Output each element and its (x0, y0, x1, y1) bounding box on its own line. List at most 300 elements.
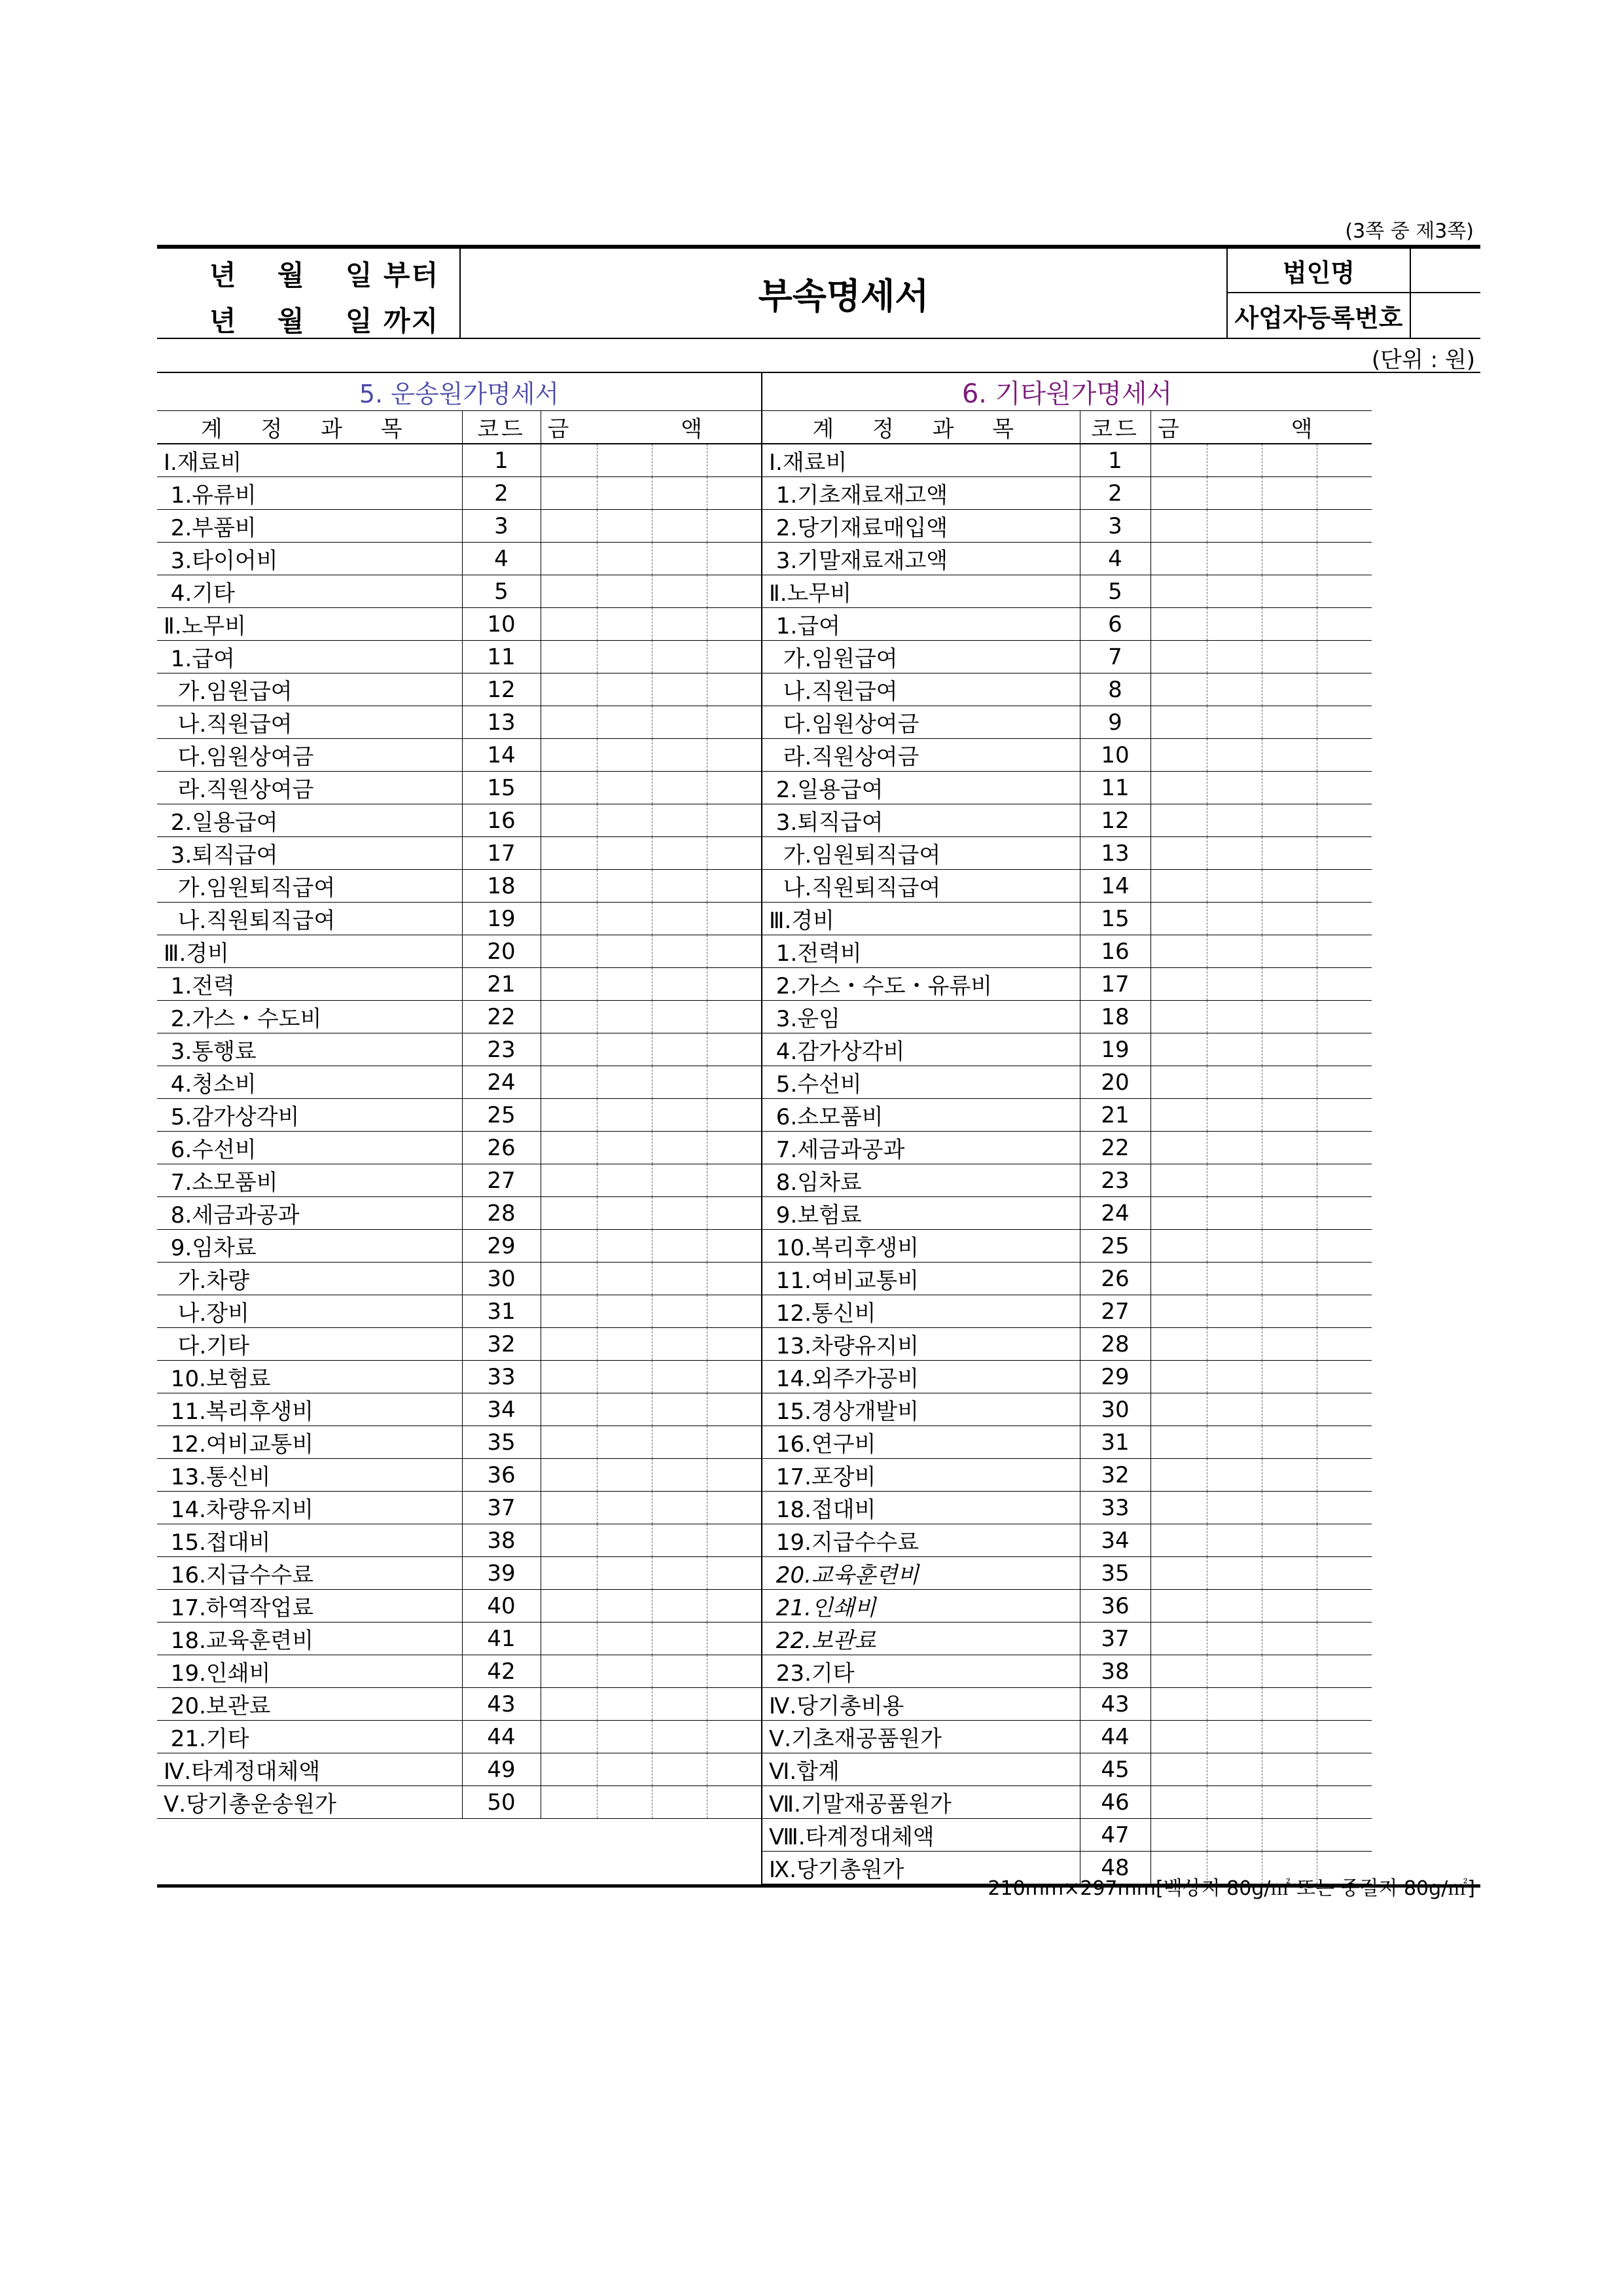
right-amount-cell[interactable] (1207, 543, 1262, 575)
right-amount-cell[interactable] (1207, 1197, 1262, 1230)
left-amount-cell[interactable] (597, 1361, 652, 1393)
right-amount-cell[interactable] (1207, 1164, 1262, 1197)
left-amount-cell[interactable] (541, 1099, 597, 1132)
left-amount-cell[interactable] (707, 1590, 762, 1623)
right-amount-cell[interactable] (1317, 1164, 1372, 1197)
right-amount-cell[interactable] (1317, 1721, 1372, 1753)
left-amount-cell[interactable] (652, 641, 707, 673)
left-amount-cell[interactable] (707, 575, 762, 608)
right-amount-cell[interactable] (1262, 968, 1317, 1001)
right-amount-cell[interactable] (1207, 903, 1262, 935)
left-amount-cell[interactable] (652, 1590, 707, 1623)
left-amount-cell[interactable] (597, 1459, 652, 1492)
left-amount-cell[interactable] (652, 1459, 707, 1492)
left-amount-cell[interactable] (707, 1197, 762, 1230)
left-amount-cell[interactable] (597, 1492, 652, 1524)
left-amount-cell[interactable] (652, 1164, 707, 1197)
left-amount-cell[interactable] (707, 903, 762, 935)
left-amount-cell[interactable] (707, 1132, 762, 1164)
left-amount-cell[interactable] (707, 641, 762, 673)
left-amount-cell[interactable] (652, 739, 707, 772)
right-amount-cell[interactable] (1150, 1786, 1207, 1819)
right-amount-cell[interactable] (1262, 804, 1317, 837)
right-amount-cell[interactable] (1317, 1001, 1372, 1033)
right-amount-cell[interactable] (1150, 706, 1207, 739)
right-amount-cell[interactable] (1317, 477, 1372, 510)
right-amount-cell[interactable] (1317, 575, 1372, 608)
right-amount-cell[interactable] (1150, 1753, 1207, 1786)
right-amount-cell[interactable] (1317, 1197, 1372, 1230)
left-amount-cell[interactable] (597, 870, 652, 903)
right-amount-cell[interactable] (1317, 1426, 1372, 1459)
left-amount-cell[interactable] (541, 1328, 597, 1361)
right-amount-cell[interactable] (1207, 1786, 1262, 1819)
right-amount-cell[interactable] (1317, 608, 1372, 641)
right-amount-cell[interactable] (1317, 673, 1372, 706)
right-amount-cell[interactable] (1207, 575, 1262, 608)
right-amount-cell[interactable] (1317, 772, 1372, 804)
left-amount-cell[interactable] (541, 1557, 597, 1590)
left-amount-cell[interactable] (652, 870, 707, 903)
right-amount-cell[interactable] (1150, 804, 1207, 837)
right-amount-cell[interactable] (1150, 1721, 1207, 1753)
left-amount-cell[interactable] (652, 1524, 707, 1557)
right-amount-cell[interactable] (1207, 870, 1262, 903)
left-amount-cell[interactable] (652, 1393, 707, 1426)
left-amount-cell[interactable] (541, 1132, 597, 1164)
right-amount-cell[interactable] (1207, 1066, 1262, 1099)
right-amount-cell[interactable] (1262, 1688, 1317, 1721)
left-amount-cell[interactable] (541, 903, 597, 935)
left-amount-cell[interactable] (541, 1590, 597, 1623)
right-amount-cell[interactable] (1262, 1164, 1317, 1197)
right-amount-cell[interactable] (1317, 804, 1372, 837)
left-amount-cell[interactable] (707, 804, 762, 837)
right-amount-cell[interactable] (1207, 1459, 1262, 1492)
left-amount-cell[interactable] (541, 673, 597, 706)
right-amount-cell[interactable] (1317, 903, 1372, 935)
left-amount-cell[interactable] (541, 1361, 597, 1393)
left-amount-cell[interactable] (597, 804, 652, 837)
left-amount-cell[interactable] (597, 1623, 652, 1655)
right-amount-cell[interactable] (1207, 1263, 1262, 1295)
right-amount-cell[interactable] (1262, 1753, 1317, 1786)
left-amount-cell[interactable] (707, 1688, 762, 1721)
left-amount-cell[interactable] (652, 1426, 707, 1459)
left-amount-cell[interactable] (707, 706, 762, 739)
left-amount-cell[interactable] (652, 510, 707, 543)
right-amount-cell[interactable] (1317, 837, 1372, 870)
right-amount-cell[interactable] (1317, 543, 1372, 575)
right-amount-cell[interactable] (1317, 1557, 1372, 1590)
left-amount-cell[interactable] (541, 543, 597, 575)
left-amount-cell[interactable] (541, 1066, 597, 1099)
right-amount-cell[interactable] (1207, 1132, 1262, 1164)
left-amount-cell[interactable] (597, 641, 652, 673)
right-amount-cell[interactable] (1150, 1623, 1207, 1655)
left-amount-cell[interactable] (597, 1033, 652, 1066)
right-amount-cell[interactable] (1262, 837, 1317, 870)
right-amount-cell[interactable] (1317, 1590, 1372, 1623)
right-amount-cell[interactable] (1317, 641, 1372, 673)
right-amount-cell[interactable] (1262, 1426, 1317, 1459)
left-amount-cell[interactable] (652, 1295, 707, 1328)
left-amount-cell[interactable] (652, 543, 707, 575)
right-amount-cell[interactable] (1317, 706, 1372, 739)
right-amount-cell[interactable] (1207, 739, 1262, 772)
left-amount-cell[interactable] (597, 608, 652, 641)
left-amount-cell[interactable] (652, 1099, 707, 1132)
right-amount-cell[interactable] (1207, 968, 1262, 1001)
right-amount-cell[interactable] (1262, 444, 1317, 477)
right-amount-cell[interactable] (1317, 1524, 1372, 1557)
left-amount-cell[interactable] (707, 1786, 762, 1819)
left-amount-cell[interactable] (541, 739, 597, 772)
left-amount-cell[interactable] (597, 1164, 652, 1197)
left-amount-cell[interactable] (652, 1655, 707, 1688)
right-amount-cell[interactable] (1207, 1230, 1262, 1263)
left-amount-cell[interactable] (597, 575, 652, 608)
left-amount-cell[interactable] (707, 608, 762, 641)
right-amount-cell[interactable] (1207, 1393, 1262, 1426)
right-amount-cell[interactable] (1207, 1001, 1262, 1033)
left-amount-cell[interactable] (707, 837, 762, 870)
left-amount-cell[interactable] (652, 1492, 707, 1524)
right-amount-cell[interactable] (1262, 510, 1317, 543)
biz-no-field[interactable] (1411, 293, 1480, 338)
left-amount-cell[interactable] (652, 477, 707, 510)
left-amount-cell[interactable] (597, 1263, 652, 1295)
right-amount-cell[interactable] (1150, 1033, 1207, 1066)
right-amount-cell[interactable] (1150, 1492, 1207, 1524)
left-amount-cell[interactable] (652, 1033, 707, 1066)
right-amount-cell[interactable] (1262, 903, 1317, 935)
left-amount-cell[interactable] (541, 1753, 597, 1786)
right-amount-cell[interactable] (1150, 641, 1207, 673)
right-amount-cell[interactable] (1317, 1132, 1372, 1164)
left-amount-cell[interactable] (597, 903, 652, 935)
left-amount-cell[interactable] (652, 608, 707, 641)
right-amount-cell[interactable] (1150, 1197, 1207, 1230)
left-amount-cell[interactable] (652, 1197, 707, 1230)
left-amount-cell[interactable] (707, 1426, 762, 1459)
left-amount-cell[interactable] (597, 1721, 652, 1753)
left-amount-cell[interactable] (707, 1393, 762, 1426)
right-amount-cell[interactable] (1262, 739, 1317, 772)
left-amount-cell[interactable] (541, 968, 597, 1001)
left-amount-cell[interactable] (597, 1524, 652, 1557)
left-amount-cell[interactable] (652, 772, 707, 804)
right-amount-cell[interactable] (1207, 1328, 1262, 1361)
right-amount-cell[interactable] (1207, 1361, 1262, 1393)
left-amount-cell[interactable] (597, 739, 652, 772)
left-amount-cell[interactable] (541, 1524, 597, 1557)
left-amount-cell[interactable] (707, 1721, 762, 1753)
left-amount-cell[interactable] (597, 1426, 652, 1459)
right-amount-cell[interactable] (1150, 739, 1207, 772)
left-amount-cell[interactable] (707, 1623, 762, 1655)
left-amount-cell[interactable] (652, 1066, 707, 1099)
left-amount-cell[interactable] (541, 1263, 597, 1295)
left-amount-cell[interactable] (707, 1230, 762, 1263)
right-amount-cell[interactable] (1317, 739, 1372, 772)
left-amount-cell[interactable] (541, 1655, 597, 1688)
left-amount-cell[interactable] (652, 903, 707, 935)
right-amount-cell[interactable] (1207, 1819, 1262, 1852)
right-amount-cell[interactable] (1262, 1033, 1317, 1066)
left-amount-cell[interactable] (707, 543, 762, 575)
right-amount-cell[interactable] (1150, 1655, 1207, 1688)
right-amount-cell[interactable] (1317, 935, 1372, 968)
left-amount-cell[interactable] (707, 1263, 762, 1295)
right-amount-cell[interactable] (1207, 1426, 1262, 1459)
right-amount-cell[interactable] (1262, 1295, 1317, 1328)
right-amount-cell[interactable] (1207, 1524, 1262, 1557)
right-amount-cell[interactable] (1150, 1132, 1207, 1164)
left-amount-cell[interactable] (597, 1590, 652, 1623)
left-amount-cell[interactable] (541, 575, 597, 608)
right-amount-cell[interactable] (1262, 575, 1317, 608)
left-amount-cell[interactable] (652, 1132, 707, 1164)
right-amount-cell[interactable] (1150, 935, 1207, 968)
right-amount-cell[interactable] (1317, 1753, 1372, 1786)
left-amount-cell[interactable] (541, 837, 597, 870)
right-amount-cell[interactable] (1262, 1197, 1317, 1230)
left-amount-cell[interactable] (597, 673, 652, 706)
left-amount-cell[interactable] (707, 1753, 762, 1786)
left-amount-cell[interactable] (707, 444, 762, 477)
left-amount-cell[interactable] (707, 870, 762, 903)
right-amount-cell[interactable] (1150, 543, 1207, 575)
right-amount-cell[interactable] (1317, 1655, 1372, 1688)
right-amount-cell[interactable] (1262, 1590, 1317, 1623)
right-amount-cell[interactable] (1317, 444, 1372, 477)
left-amount-cell[interactable] (541, 1164, 597, 1197)
left-amount-cell[interactable] (707, 1459, 762, 1492)
left-amount-cell[interactable] (652, 1328, 707, 1361)
right-amount-cell[interactable] (1262, 870, 1317, 903)
right-amount-cell[interactable] (1207, 1688, 1262, 1721)
left-amount-cell[interactable] (652, 1753, 707, 1786)
left-amount-cell[interactable] (707, 968, 762, 1001)
right-amount-cell[interactable] (1150, 1557, 1207, 1590)
right-amount-cell[interactable] (1262, 477, 1317, 510)
right-amount-cell[interactable] (1262, 641, 1317, 673)
left-amount-cell[interactable] (597, 935, 652, 968)
left-amount-cell[interactable] (707, 1492, 762, 1524)
left-amount-cell[interactable] (541, 1459, 597, 1492)
left-amount-cell[interactable] (541, 1393, 597, 1426)
left-amount-cell[interactable] (541, 870, 597, 903)
right-amount-cell[interactable] (1262, 1066, 1317, 1099)
left-amount-cell[interactable] (652, 1786, 707, 1819)
right-amount-cell[interactable] (1150, 837, 1207, 870)
left-amount-cell[interactable] (597, 1099, 652, 1132)
left-amount-cell[interactable] (707, 1557, 762, 1590)
right-amount-cell[interactable] (1207, 1099, 1262, 1132)
left-amount-cell[interactable] (597, 1132, 652, 1164)
right-amount-cell[interactable] (1150, 1459, 1207, 1492)
left-amount-cell[interactable] (652, 935, 707, 968)
right-amount-cell[interactable] (1150, 1066, 1207, 1099)
left-amount-cell[interactable] (652, 1623, 707, 1655)
right-amount-cell[interactable] (1317, 1361, 1372, 1393)
left-amount-cell[interactable] (597, 543, 652, 575)
right-amount-cell[interactable] (1207, 477, 1262, 510)
left-amount-cell[interactable] (597, 1197, 652, 1230)
left-amount-cell[interactable] (707, 935, 762, 968)
left-amount-cell[interactable] (707, 1066, 762, 1099)
right-amount-cell[interactable] (1262, 1623, 1317, 1655)
left-amount-cell[interactable] (707, 1164, 762, 1197)
right-amount-cell[interactable] (1150, 1688, 1207, 1721)
right-amount-cell[interactable] (1207, 641, 1262, 673)
right-amount-cell[interactable] (1207, 1295, 1262, 1328)
left-amount-cell[interactable] (597, 1393, 652, 1426)
right-amount-cell[interactable] (1150, 1295, 1207, 1328)
right-amount-cell[interactable] (1317, 1066, 1372, 1099)
right-amount-cell[interactable] (1150, 870, 1207, 903)
right-amount-cell[interactable] (1317, 870, 1372, 903)
right-amount-cell[interactable] (1207, 1721, 1262, 1753)
left-amount-cell[interactable] (707, 1524, 762, 1557)
right-amount-cell[interactable] (1262, 1001, 1317, 1033)
left-amount-cell[interactable] (652, 1230, 707, 1263)
right-amount-cell[interactable] (1207, 706, 1262, 739)
right-amount-cell[interactable] (1317, 1786, 1372, 1819)
right-amount-cell[interactable] (1262, 1524, 1317, 1557)
left-amount-cell[interactable] (541, 1426, 597, 1459)
right-amount-cell[interactable] (1207, 510, 1262, 543)
left-amount-cell[interactable] (652, 673, 707, 706)
left-amount-cell[interactable] (707, 1001, 762, 1033)
left-amount-cell[interactable] (597, 968, 652, 1001)
left-amount-cell[interactable] (541, 1492, 597, 1524)
right-amount-cell[interactable] (1150, 1590, 1207, 1623)
left-amount-cell[interactable] (597, 1230, 652, 1263)
left-amount-cell[interactable] (707, 1099, 762, 1132)
right-amount-cell[interactable] (1317, 1623, 1372, 1655)
right-amount-cell[interactable] (1317, 510, 1372, 543)
left-amount-cell[interactable] (597, 510, 652, 543)
left-amount-cell[interactable] (597, 772, 652, 804)
right-amount-cell[interactable] (1262, 1459, 1317, 1492)
right-amount-cell[interactable] (1150, 1164, 1207, 1197)
right-amount-cell[interactable] (1317, 1033, 1372, 1066)
right-amount-cell[interactable] (1262, 673, 1317, 706)
left-amount-cell[interactable] (597, 444, 652, 477)
left-amount-cell[interactable] (597, 477, 652, 510)
right-amount-cell[interactable] (1262, 543, 1317, 575)
right-amount-cell[interactable] (1150, 1524, 1207, 1557)
right-amount-cell[interactable] (1317, 1688, 1372, 1721)
right-amount-cell[interactable] (1262, 1132, 1317, 1164)
right-amount-cell[interactable] (1150, 903, 1207, 935)
right-amount-cell[interactable] (1207, 1590, 1262, 1623)
right-amount-cell[interactable] (1150, 1819, 1207, 1852)
left-amount-cell[interactable] (597, 1557, 652, 1590)
right-amount-cell[interactable] (1262, 1328, 1317, 1361)
right-amount-cell[interactable] (1150, 444, 1207, 477)
right-amount-cell[interactable] (1150, 1263, 1207, 1295)
left-amount-cell[interactable] (597, 1655, 652, 1688)
left-amount-cell[interactable] (541, 608, 597, 641)
right-amount-cell[interactable] (1317, 1099, 1372, 1132)
left-amount-cell[interactable] (597, 1295, 652, 1328)
right-amount-cell[interactable] (1150, 575, 1207, 608)
right-amount-cell[interactable] (1207, 444, 1262, 477)
right-amount-cell[interactable] (1262, 1819, 1317, 1852)
right-amount-cell[interactable] (1317, 1295, 1372, 1328)
left-amount-cell[interactable] (541, 772, 597, 804)
left-amount-cell[interactable] (652, 1263, 707, 1295)
right-amount-cell[interactable] (1262, 1721, 1317, 1753)
right-amount-cell[interactable] (1317, 1230, 1372, 1263)
right-amount-cell[interactable] (1150, 772, 1207, 804)
right-amount-cell[interactable] (1207, 837, 1262, 870)
right-amount-cell[interactable] (1207, 772, 1262, 804)
left-amount-cell[interactable] (541, 1230, 597, 1263)
right-amount-cell[interactable] (1150, 1361, 1207, 1393)
right-amount-cell[interactable] (1150, 1328, 1207, 1361)
right-amount-cell[interactable] (1207, 1623, 1262, 1655)
left-amount-cell[interactable] (652, 1361, 707, 1393)
left-amount-cell[interactable] (652, 804, 707, 837)
right-amount-cell[interactable] (1150, 608, 1207, 641)
right-amount-cell[interactable] (1317, 1328, 1372, 1361)
left-amount-cell[interactable] (652, 1001, 707, 1033)
left-amount-cell[interactable] (541, 1001, 597, 1033)
right-amount-cell[interactable] (1262, 1786, 1317, 1819)
right-amount-cell[interactable] (1262, 772, 1317, 804)
right-amount-cell[interactable] (1262, 1230, 1317, 1263)
right-amount-cell[interactable] (1262, 1492, 1317, 1524)
left-amount-cell[interactable] (652, 706, 707, 739)
left-amount-cell[interactable] (541, 510, 597, 543)
left-amount-cell[interactable] (652, 1688, 707, 1721)
left-amount-cell[interactable] (652, 575, 707, 608)
right-amount-cell[interactable] (1262, 1557, 1317, 1590)
left-amount-cell[interactable] (707, 772, 762, 804)
left-amount-cell[interactable] (707, 477, 762, 510)
left-amount-cell[interactable] (597, 1001, 652, 1033)
right-amount-cell[interactable] (1207, 608, 1262, 641)
left-amount-cell[interactable] (597, 1753, 652, 1786)
left-amount-cell[interactable] (541, 935, 597, 968)
right-amount-cell[interactable] (1150, 1230, 1207, 1263)
right-amount-cell[interactable] (1317, 1459, 1372, 1492)
left-amount-cell[interactable] (707, 1033, 762, 1066)
left-amount-cell[interactable] (541, 1623, 597, 1655)
right-amount-cell[interactable] (1150, 477, 1207, 510)
left-amount-cell[interactable] (597, 1066, 652, 1099)
right-amount-cell[interactable] (1262, 1099, 1317, 1132)
left-amount-cell[interactable] (707, 1295, 762, 1328)
left-amount-cell[interactable] (541, 1786, 597, 1819)
right-amount-cell[interactable] (1262, 1263, 1317, 1295)
left-amount-cell[interactable] (652, 1721, 707, 1753)
right-amount-cell[interactable] (1150, 1426, 1207, 1459)
right-amount-cell[interactable] (1207, 1557, 1262, 1590)
left-amount-cell[interactable] (652, 968, 707, 1001)
left-amount-cell[interactable] (707, 1655, 762, 1688)
left-amount-cell[interactable] (707, 1361, 762, 1393)
right-amount-cell[interactable] (1150, 510, 1207, 543)
corp-name-field[interactable] (1411, 249, 1480, 293)
left-amount-cell[interactable] (541, 641, 597, 673)
right-amount-cell[interactable] (1150, 1001, 1207, 1033)
left-amount-cell[interactable] (541, 1033, 597, 1066)
